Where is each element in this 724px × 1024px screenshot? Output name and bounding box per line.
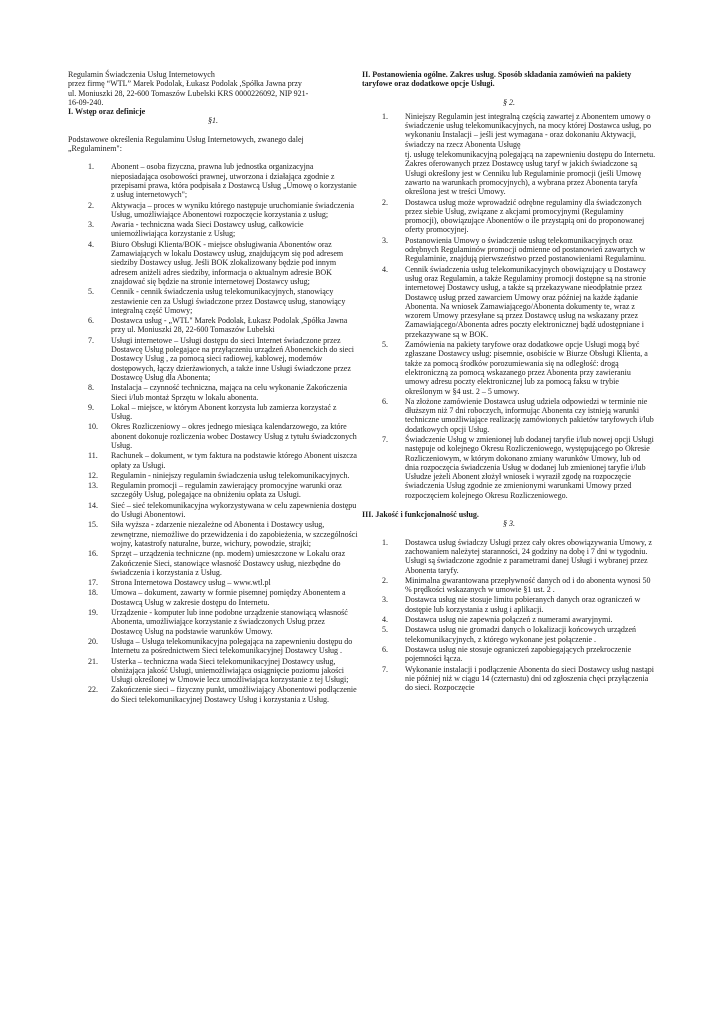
list-item-number: 6. [382, 396, 388, 406]
list-item [68, 316, 358, 335]
list-item-text: Abonent – osoba fizyczna, prawna lub jednostka organizacyjna nieposiadająca osobowości prawnej, utworzona i działająca zgodnie z przepisami prawa, która podpisała z Dostawcą Usług „Umowę o korzystanie z usług internetowych"; [111, 162, 357, 200]
list-item-number: 5. [88, 287, 94, 297]
list-item-number: 7. [88, 335, 94, 345]
list-item-text: Postanowienia Umowy o świadczenie usług telekomunikacyjnych oraz odrębnych Regulaminów promocji odmienne od postanowień zawartych w Regulaminie, znajdują pierwszeństwo przed postanowieniami Regulaminu. [405, 235, 647, 264]
list-item [362, 645, 656, 664]
list-item [68, 403, 358, 422]
list-item [362, 340, 656, 396]
list-item [362, 112, 656, 149]
list-item-number: 4. [382, 264, 388, 274]
list-item-text: Instalacja – czynność techniczna, mająca na celu wykonanie Zakończenia Sieci i/lub montaż Sprzętu w lokalu abonenta. [111, 383, 348, 402]
list-item [68, 162, 358, 199]
list-item-text: Rachunek – dokument, w tym faktura na podstawie którego Abonent uiszcza opłaty za Usługi. [111, 451, 357, 470]
list-item [68, 201, 358, 220]
list-item-number: 3. [88, 220, 94, 230]
list-item [68, 336, 358, 382]
section-3-title: III. Jakość i funkcjonalność usług. [362, 510, 479, 520]
header-line: Regulamin Świadczenia Usług Internetowych [68, 70, 215, 79]
list-item-text: Awaria - techniczna wada Sieci Dostawcy usług, całkowicie uniemożliwiająca korzystanie z Usług; [111, 220, 304, 239]
section-2-list [362, 112, 656, 500]
list-item-text: Regulamin promocji – regulamin zawierający promocyjne warunki oraz szczegóły Usług, polegające na obniżeniu opłata za Usługi. [111, 481, 342, 500]
list-item [68, 685, 358, 704]
list-item-number: 19. [88, 608, 98, 618]
list-item-text: Na złożone zamówienie Dostawca usług udziela odpowiedzi w terminie nie dłuższym niż 7 dni roboczych, informując Abonenta czy istnieją warunki techniczne umożliwiające realizację zamówionych pakietów taryfowych i/lub dodatkowych opcji Usług. [405, 396, 654, 434]
list-item-text: Sieć – sieć telekomunikacyjna wykorzystywana w celu zapewnienia dostępu do Usługi Abonentowi. [111, 500, 357, 520]
definitions-intro: Podstawowe określenia Regulaminu Usług Internetowych, zwanego dalej „Regulaminem": [68, 134, 304, 154]
list-item-number: 6. [88, 316, 94, 326]
list-item-text: Świadczenie Usług w zmienionej lub dodanej taryfie i/lub nowej opcji Usługi następuje od kolejnego Okresu Rozliczeniowego, występującego po Okresie Rozliczeniowym, w którym dokonano zmiany warunków Umowy, lub od dnia rozpoczęcia świadczenia Usług w dodanej lub zmienionej taryfie i/lub Usłudze jeżeli Abonent złożył wniosek i wyraził zgodę na rozpoczęcie świadczenia Usług zgodnie ze zmienionymi warunkami Umowy przed rozpoczęciem kolejnego Okresu Rozliczeniowego. [405, 434, 654, 500]
list-item-text: tj. usługę telekomunikacyjną polegającą na zapewnieniu dostępu do Internetu. Zakres oferowanych przez Dostawcę usług taryf w jakich świadczone są Usługi określony jest w Cenniku lub Regulaminie promocji (jeśli Umowę zawarto na warunkach promocyjnych), a wybrana przez Abonenta taryfa określona jest w treści Umowy. [405, 150, 656, 197]
list-item-number: 10. [88, 422, 98, 432]
header-line: 16-09-240. [68, 97, 104, 107]
list-item-text: Lokal – miejsce, w którym Abonent korzysta lub zamierza korzystać z Usług. [111, 402, 337, 422]
list-item-number: 1. [382, 111, 388, 121]
list-item-number: 18. [88, 588, 98, 598]
list-item [68, 588, 358, 607]
list-item-number: 8. [88, 383, 94, 393]
list-item-text: Usługa – Usługa telekomunikacyjna polegająca na zapewnieniu dostępu do Internetu za pośrednictwem Sieci telekomunikacyjnej Dostawcy Usług . [111, 636, 353, 656]
list-item-number: 22. [88, 685, 98, 695]
list-item-number: 21. [88, 656, 98, 666]
list-item-text: Minimalna gwarantowana przepływność danych od i do abonenta wynosi 50 % prędkości wskazanych w umowie §1 ust. 2 . [405, 575, 651, 595]
list-item-text: Strona Internetowa Dostawcy usług – www.wtl.pl [111, 578, 271, 588]
list-item [68, 287, 358, 315]
list-item [68, 578, 358, 587]
list-item-text: Urządzenie - komputer lub inne podobne urządzenie stanowiącą własność Abonenta, umożliwiające korzystanie z świadczonych Usług przez Dostawcę Usług na podstawie warunków Umowy. [111, 608, 348, 636]
list-item-number: 5. [382, 340, 388, 350]
list-item-text: Usterka – techniczna wada Sieci telekomunikacyjnej Dostawcy usług, obniżająca jakość Usługi, uniemożliwiająca osiągnięcie poziomu jakości Usługi określonej w Umowie lecz umożliwiająca korzystanie z tej Usługi; [111, 656, 349, 685]
list-item [68, 220, 358, 239]
list-item-number: 2. [88, 200, 94, 210]
list-item-text: Niniejszy Regulamin jest integralną częścią zawartej z Abonentem umowy o świadczenie usług telekomunikacyjnych, na mocy której Dostawca usług, po wykonaniu Instalacji – jeśli jest wymagana - oraz dokonaniu Aktywacji, świadczy na rzecz Abonenta Usługę [405, 111, 652, 149]
list-item [362, 576, 656, 595]
list-item [68, 657, 358, 685]
list-item [68, 383, 358, 402]
list-item-number: 7. [382, 434, 388, 444]
list-item-number: 2. [382, 197, 388, 207]
paragraph-2-mark: § 2. [503, 97, 515, 107]
definitions-list [68, 162, 358, 704]
list-item-number: 4. [382, 615, 388, 625]
list-item-text: Wykonanie instalacji i podłączenie Abonenta do sieci Dostawcy usług nastąpi nie później niż w ciągu 14 (czternastu) dni od zgłoszenia chęci przyłączenia do sieci. Rozpoczęcie [405, 664, 655, 693]
list-item-text: Sprzęt – urządzenia techniczne (np. modem) umieszczone w Lokalu oraz Zakończenie Sieci, stanowiące własność Dostawcy usług, niezbędne do świadczenia i korzystania z Usług. [111, 549, 346, 577]
list-item [68, 608, 358, 636]
list-item-number: 5. [382, 625, 388, 635]
header-line: ul. Moniuszki 28, 22-600 Tomaszów Lubelski KRS 0000226092, NIP 921- [68, 88, 309, 98]
list-item-number: 2. [382, 575, 388, 585]
list-item [68, 471, 358, 480]
list-item-number: 9. [88, 402, 94, 412]
list-item-number: 14. [88, 500, 98, 510]
list-item [68, 549, 358, 577]
list-item [362, 435, 656, 500]
list-item [68, 240, 358, 286]
list-item-number: 13. [88, 481, 98, 491]
list-item-text: Regulamin - niniejszy regulamin świadczenia usług telekomunikacyjnych. [111, 470, 350, 480]
list-item-text: Biuro Obsługi Klienta/BOK - miejsce obsługiwania Abonentów oraz Zamawiających w lokalu Dostawcy usług, znajdującym się pod adresem siedziby Dostawcy usług. Jeśli BOK zlokalizowany będzie pod innym adresem aniżeli adres siedziby, informacja o aktualnym adresie BOK znajdować się będzie na stronie internetowej Dostawcy usług; [111, 239, 344, 286]
section-2-title: II. Postanowienia ogólne. Zakres usług. Sposób składania zamówień na pakiety taryfowe oraz dodatkowe opcje Usługi. [362, 70, 632, 89]
list-item-text: Okres Rozliczeniowy – okres jednego miesiąca kalendarzowego, za które abonent dokonuje rozliczenia wobec Dostawcy Usług z tytułu świadczonych Usług. [111, 422, 357, 450]
list-item [362, 538, 656, 575]
header-line: przez firmę “WTL” Marek Podolak, Łukasz Podolak ,Spółka Jawna przy [68, 79, 302, 89]
list-item [68, 422, 358, 450]
section-3-list [362, 538, 656, 693]
list-item-number: 15. [88, 520, 98, 530]
list-item-text: Dostawca usług świadczy Usługi przez cały okres obowiązywania Umowy, z zachowaniem należytej staranności, 24 godziny na dobę i 7 dni w tygodniu. Usługi są świadczone zgodnie z parametrami danej Usługi i wybranej przez Abonenta taryfy. [405, 537, 652, 575]
list-item-number: 1. [382, 537, 388, 547]
list-item-number: 12. [88, 470, 98, 480]
list-item-number: 17. [88, 578, 98, 588]
list-item [362, 150, 656, 196]
list-item-text: Usługi internetowe – Usługi dostępu do sieci Internet świadczone przez Dostawcę Usług polegające na przyłączeniu urządzeń Abonenckich do sieci Dostawcy Usług , za pomocą sieci radiowej, kablowej, modemów dostępowych, łączy dzierżawionych, a także inne Usługi świadczone przez Dostawcę Usług dla Abonenta; [111, 335, 355, 382]
list-item-number: 3. [382, 235, 388, 245]
list-item-text: Cennik świadczenia usług telekomunikacyjnych obowiązujący u Dostawcy usług oraz Regulamin, a także Regulaminy promocji dostępne są na stronie internetowej Dostawcy usług, a także są przekazywane nieodpłatnie przez Dostawcę usług przed zawarciem Umowy oraz później na każde żądanie Abonenta. Na wniosek Zamawiającego/Abonenta dokumenty te, wraz z wzorem Umowy przesyłane są przez Dostawcę usług na wskazany przez Zamawiającego/Abonenta adres poczty elektronicznej bądź udostępniane i przekazywane są w BOK. [405, 264, 647, 339]
list-item [362, 665, 656, 693]
section-1-title: I. Wstęp oraz definicje [68, 107, 146, 117]
list-item [362, 265, 656, 339]
list-item [68, 520, 358, 548]
list-item [362, 198, 656, 235]
list-item-number: 11. [88, 451, 98, 461]
list-item-number: 1. [88, 162, 94, 172]
paragraph-3-mark: § 3. [503, 519, 515, 529]
left-column [68, 70, 358, 705]
list-item [68, 451, 358, 470]
right-column [362, 70, 656, 693]
list-item [362, 397, 656, 434]
list-item-number: 7. [382, 664, 388, 674]
list-item-text: Umowa – dokument, zawarty w formie pisemnej pomiędzy Abonentem a Dostawcą Usług w zakresie dostępu do Internetu. [111, 588, 346, 607]
list-item [362, 236, 656, 264]
list-item [362, 625, 656, 644]
list-item-text: Dostawca usług może wprowadzić odrębne regulaminy dla świadczonych przez siebie Usług, związane z akcjami promocyjnymi (Regulaminy promocji), obowiązujące Abonentów o ile przystąpią oni do proponowanej oferty promocyjnej. [405, 197, 645, 235]
list-item-text: Dostawca usług nie zapewnia połączeń z numerami awaryjnymi. [405, 615, 613, 625]
list-item-text: Dostawca usług nie stosuje limitu pobieranych danych oraz ograniczeń w dostępie lub korzystania z usług i aplikacji. [405, 595, 641, 614]
list-item-text: Aktywacja – proces w wyniku którego następuje uruchomianie świadczenia Usług, umożliwiające Abonentowi rozpoczęcie korzystania z usług; [111, 200, 355, 219]
list-item-number: 4. [88, 239, 94, 249]
list-item-text: Cennik - cennik świadczenia usług telekomunikacyjnych, stanowiący zestawienie cen za Usługi świadczone przez Dostawcę usług, stanowiący integralną część Umowy; [111, 287, 346, 315]
paragraph-1-mark: §1. [208, 116, 218, 126]
list-item-number: 6. [382, 644, 388, 654]
list-item-text: Zamówienia na pakiety taryfowe oraz dodatkowe opcje Usługi mogą być zgłaszane Dostawcy usług: pisemnie, osobiście w Biurze Obsługi Klienta, a także za pomocą środków porozumiewania się na odległość: drogą elektroniczną za pomocą wskazanego przez Abonenta przy zawieraniu umowy adresu poczty elektronicznej lub za pomocą faksu w trybie określonym w §4 ust. 2 – 5 umowy. [405, 340, 648, 396]
list-item-text: Siła wyższa - zdarzenie niezależne od Abonenta i Dostawcy usług, zewnętrzne, niemożliwe do przewidzenia i do zapobieżenia, w szczególności wojny, katastrofy naturalne, burze, wichury, powodzie, strajki; [111, 520, 358, 548]
list-item [362, 595, 656, 614]
list-item [362, 615, 656, 624]
list-item-number: 16. [88, 549, 98, 559]
list-item-number: 20. [88, 636, 98, 646]
list-item-text: Zakończenie sieci – fizyczny punkt, umożliwiający Abonentowi podłączenie do Sieci telekomunikacyjnej Dostawcy Usług i korzystania z Usług. [111, 685, 357, 704]
list-item-text: Dostawca usług nie stosuje ograniczeń zapobiegających przekroczenie pojemności łącza. [405, 644, 632, 664]
list-item-text: Dostawca usług nie gromadzi danych o lokalizacji końcowych urządzeń telekomunikacyjnych, z którego wykonane jest połączenie . [405, 625, 637, 644]
list-item-number: 3. [382, 595, 388, 605]
document-header [68, 70, 358, 107]
list-item [68, 637, 358, 656]
list-item [68, 501, 358, 520]
list-item [68, 481, 358, 500]
list-item-text: Dostawca usług - „WTL" Marek Podolak, Łukasz Podolak ,Spółka Jawna przy ul. Moniuszki 28, 22-600 Tomaszów Lubelski [111, 316, 348, 335]
